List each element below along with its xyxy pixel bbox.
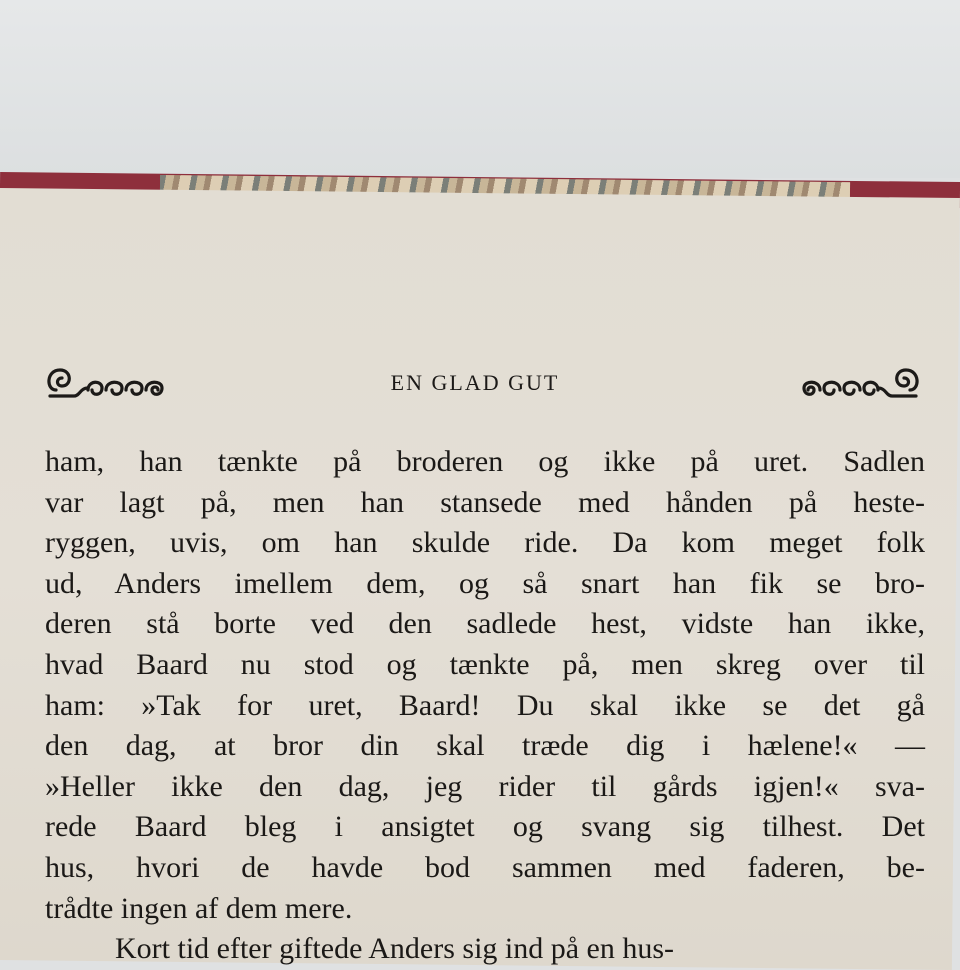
text-line: var lagt på, men han stansede med hånden på heste- [45,485,925,519]
scroll-ornament-left-icon [44,360,184,404]
running-head: EN GLAD GUT [390,370,560,395]
text-line: ham: »Tak for uret, Baard! Du skal ikke se det gå [45,688,925,722]
text-line: den dag, at bror din skal træde dig i hælene!« — [45,729,925,763]
text-line: hus, hvori de havde bod sammen med faderen, be- [45,850,925,884]
text-line: »Heller ikke den dag, jeg rider til gårds igjen!« sva- [45,769,925,803]
text-line: ham, han tænkte på broderen og ikke på uret. Sadlen [45,445,925,478]
text-line: rede Baard bleg i ansigtet og svang sig tilhest. Det [45,810,925,844]
text-line: ud, Anders imellem dem, og så snart han fik se bro- [45,566,925,600]
text-line: Kort tid efter giftede Anders sig ind på en hus- [115,932,675,966]
background-wall [0,0,960,178]
body-text [45,442,925,970]
scroll-ornament-right-icon [782,360,922,404]
text-line: trådte ingen af dem mere. [45,891,353,925]
text-line: ryggen, uvis, om han skulde ride. Da kom meget folk [45,526,925,560]
text-line: hvad Baard nu stod og tænkte på, men skreg over til [45,647,925,681]
text-line: deren stå borte ved den sadlede hest, vidste han ikke, [45,607,925,641]
